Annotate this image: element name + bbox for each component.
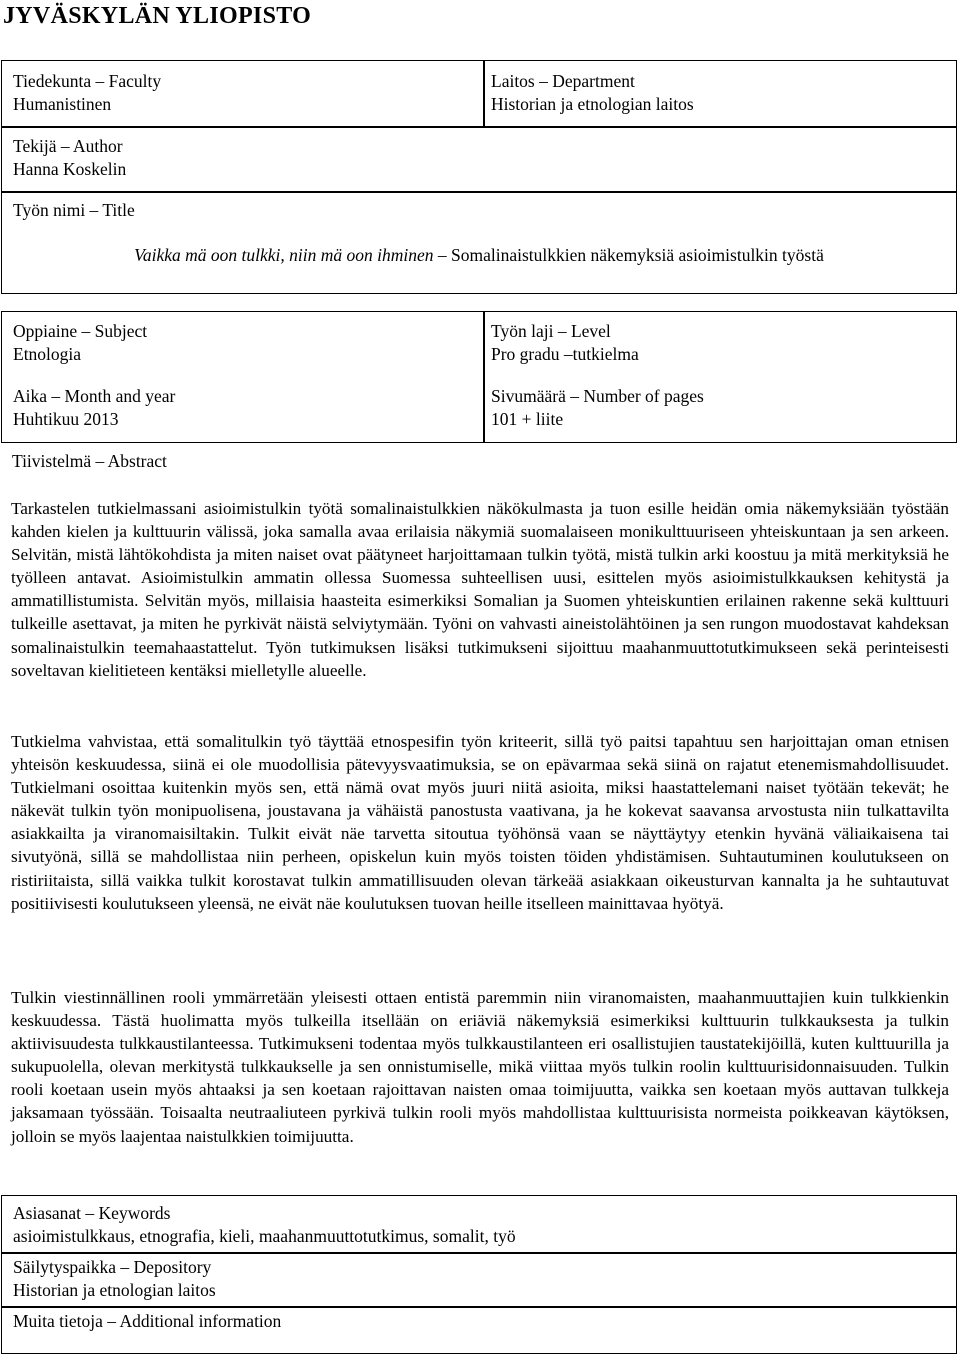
- depository-cell: [13, 1256, 216, 1302]
- faculty-cell: [13, 70, 161, 116]
- depository-separator: [2, 1306, 956, 1308]
- faculty-label: Tiedekunta – Faculty: [13, 71, 162, 91]
- university-heading: JYVÄSKYLÄN YLIOPISTO: [3, 3, 312, 29]
- footer-box: [1, 1195, 957, 1354]
- column-divider: [483, 312, 485, 442]
- abstract-label: Tiivistelmä – Abstract: [12, 451, 167, 471]
- keywords-cell: [13, 1202, 516, 1248]
- department-label: Laitos – Department: [491, 71, 635, 91]
- author-cell: [13, 135, 126, 181]
- date-value: Huhtikuu 2013: [13, 409, 119, 429]
- level-cell: [491, 320, 639, 366]
- thesis-title-dash: –: [433, 245, 452, 265]
- thesis-title-rest: Somalinaistulkkien näkemyksiä asioimistulkin työstä: [451, 245, 824, 265]
- abstract-body: [11, 497, 949, 682]
- depository-value: Historian ja etnologian laitos: [13, 1280, 216, 1300]
- pages-label: Sivumäärä – Number of pages: [491, 386, 704, 406]
- department-cell: [491, 70, 694, 116]
- thesis-title-quote: Vaikka mä oon tulkki, niin mä oon ihminen: [134, 245, 434, 265]
- subject-cell: [13, 320, 147, 366]
- title-cell: [13, 199, 135, 222]
- depository-label: Säilytyspaikka – Depository: [13, 1257, 212, 1277]
- metadata-grid: [1, 311, 957, 443]
- level-label: Työn laji – Level: [491, 321, 611, 341]
- additional-cell: [13, 1310, 281, 1333]
- pages-value: 101 + liite: [491, 409, 564, 429]
- abstract-paragraph: Tutkielma vahvistaa, että somalitulkin työ täyttää etnospesifin työn kriteerit, sillä työ paitsi tapahtuu sen harjoittajan oman etnisen yhteisön keskuudessa, siinä ei ole muodollisia pätevyysvaatimuksia, se on epävarmaa sekä siinä on rajatut etenemismahdollisuudet. Tutkielmani osoittaa kuitenkin myös sen, että nämä ovat myös juuri niitä asioita, miksi haastattelemani naiset työtään tekevät; he näkevät tulkin työn monipuolisena, joustavana ja vähäistä panostusta vaativana, ja he kokevat saavansa arvostusta niin tulkattavilta asiakkailta ja viranomaisiltakin. Tulkit eivät näe tarvetta sitoutua työhönsä vaan se näyttäytyy etenkin hyvänä väliaikaisena tai sivutyönä, sillä se mahdollistaa niin perheen, opiskelun kuin myös toisten töiden yhdistämisen. Suhtautuminen koulutukseen on ristiriitaista, sillä vaikka tulkit korostavat tulkin ammatillisuuden olevan tärkeää asiakkaan oikeusturvan kannalta ja he suhtautuvat positiivisesti koulutukseen yleensä, ne eivät näe koulutuksen tuovan heille itselleen mainittavaa hyötyä.: [11, 732, 949, 913]
- keywords-separator: [2, 1252, 956, 1254]
- additional-label: Muita tietoja – Additional information: [13, 1311, 282, 1331]
- pages-cell: [491, 385, 704, 431]
- subject-value: Etnologia: [13, 344, 82, 364]
- author-title-separator: [2, 191, 956, 193]
- faculty-value: Humanistinen: [13, 94, 112, 114]
- keywords-value: asioimistulkkaus, etnografia, kieli, maahanmuuttotutkimus, somalit, työ: [13, 1226, 516, 1246]
- abstract-paragraph: Tarkastelen tutkielmassani asioimistulkin työtä somalinaistulkkien näkökulmasta ja tuon esille heidän omia näkemyksiään työstään kahden kielen ja kulttuurin välissä, joka samalla avaa erilaisia näkymiä suomalaiseen monikulttuuriseen yhteiskuntaan ja sen arkeen. Selvitän, mistä lähtökohdista ja miten naiset ovat päätyneet harjoittamaan tulkin työtä, mistä tulkin arki koostuu ja mitä merkityksiä he työlleen antavat. Asioimistulkin ammatin ollessa Suomessa suhteellisen uusi, esittelen myös asioimistulkkauksen kehitystä ja ammatillistumista. Selvitän myös, millaisia haasteita esimerkiksi Somalian ja Suomen yhteiskuntien erilainen rakenne sekä kulttuuri tulkeille asettavat, ja miten he pyrkivät näistä selviytymään. Työni on vahvasti aineistolähtöinen ja sen rungon muodostavat kahdeksan somalinaistulkin teemahaastattelut. Työn tutkimuksen lisäksi tutkimukseni sijoittuu maahanmuuttotutkimukseen sekä perinteisesti soveltavan kielitieteen kentäksi mielletylle alueelle.: [11, 499, 949, 680]
- thesis-title: [2, 244, 956, 267]
- abstract-body: [11, 986, 949, 1148]
- keywords-label: Asiasanat – Keywords: [13, 1203, 171, 1223]
- subject-label: Oppiaine – Subject: [13, 321, 148, 341]
- column-divider: [483, 61, 485, 127]
- author-label: Tekijä – Author: [13, 136, 123, 156]
- abstract-paragraph: Tulkin viestinnällinen rooli ymmärretään yleisesti ottaen entistä paremmin niin viranomaisten, maahanmuuttajien kuin tulkkienkin keskuudessa. Tästä huolimatta myös tulkeilla itsellään on eriäviä näkemyksiä esimerkiksi kulttuurin tulkkauksesta ja tulkin aktiivisuudesta tulkkaustilanteessa. Tutkimukseni todentaa myös tulkkaustilanteen eri osallistujien taustatekijöillä, kuten kulttuurilla ja sukupuolella, olevan merkitystä tulkkaukselle ja sen onnistumiselle, mikä viittaa myös tulkin roolin kulttuurisidonnaisuuden. Tulkin rooli koetaan usein myös ahtaaksi ja sen koetaan rajoittavan naisten omaa toimijuutta, vaikka sen koetaan myös auttavan tulkkeja jaksamaan työssään. Toisaalta neutraaliuteen pyrkivä tulkin rooli myös mahdollistaa kulttuurisista normeista poikkeavan käytöksen, jolloin se myös laajentaa naistulkkien toimijuutta.: [11, 988, 949, 1146]
- faculty-department-row: [1, 60, 957, 128]
- date-label: Aika – Month and year: [13, 386, 176, 406]
- level-value: Pro gradu –tutkielma: [491, 344, 639, 364]
- author-value: Hanna Koskelin: [13, 159, 127, 179]
- date-cell: [13, 385, 175, 431]
- abstract-body: [11, 730, 949, 915]
- author-title-box: [1, 126, 957, 294]
- department-value: Historian ja etnologian laitos: [491, 94, 694, 114]
- title-label: Työn nimi – Title: [13, 200, 135, 220]
- abstract-header: [12, 450, 167, 473]
